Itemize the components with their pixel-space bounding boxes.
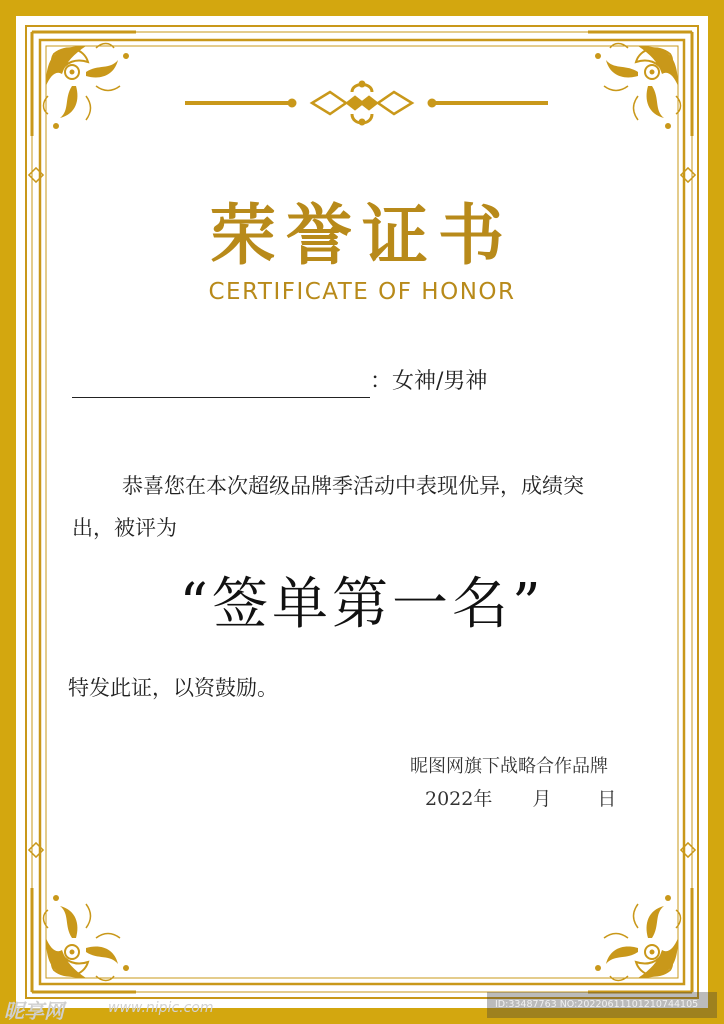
watermark-url: www.nipic.com: [108, 1000, 214, 1016]
corner-flourish-icon: [32, 888, 136, 992]
award-title: “签单第一名”: [179, 572, 545, 637]
corner-flourish-icon: [588, 888, 692, 992]
closing-text: 特发此证，以资鼓励。: [68, 676, 278, 700]
recipient-title-suffix: ：女神/男神: [370, 369, 488, 394]
top-ornament-icon: [185, 81, 548, 125]
date-month: 月: [532, 788, 552, 810]
watermark-logo: 昵享网: [4, 999, 64, 1023]
corner-flourish-icon: [32, 32, 136, 136]
recipient-name-line[interactable]: [72, 397, 370, 398]
body-text-line-2: 出，被评为: [72, 516, 177, 540]
date-year: 2022年: [425, 788, 493, 810]
body-text-line-1: 恭喜您在本次超级品牌季活动中表现优异，成绩突: [122, 474, 584, 498]
corner-flourish-icon: [588, 32, 692, 136]
issue-date: [425, 784, 616, 811]
certificate-title: 荣誉证书: [210, 197, 514, 274]
watermark-id: ID:33487763 NO:20220611101210744105: [487, 992, 717, 1018]
date-day: 日: [597, 788, 617, 810]
issuer-name: 昵图网旗下战略合作品牌: [410, 756, 608, 777]
certificate-subtitle: CERTIFICATE OF HONOR: [208, 279, 516, 305]
